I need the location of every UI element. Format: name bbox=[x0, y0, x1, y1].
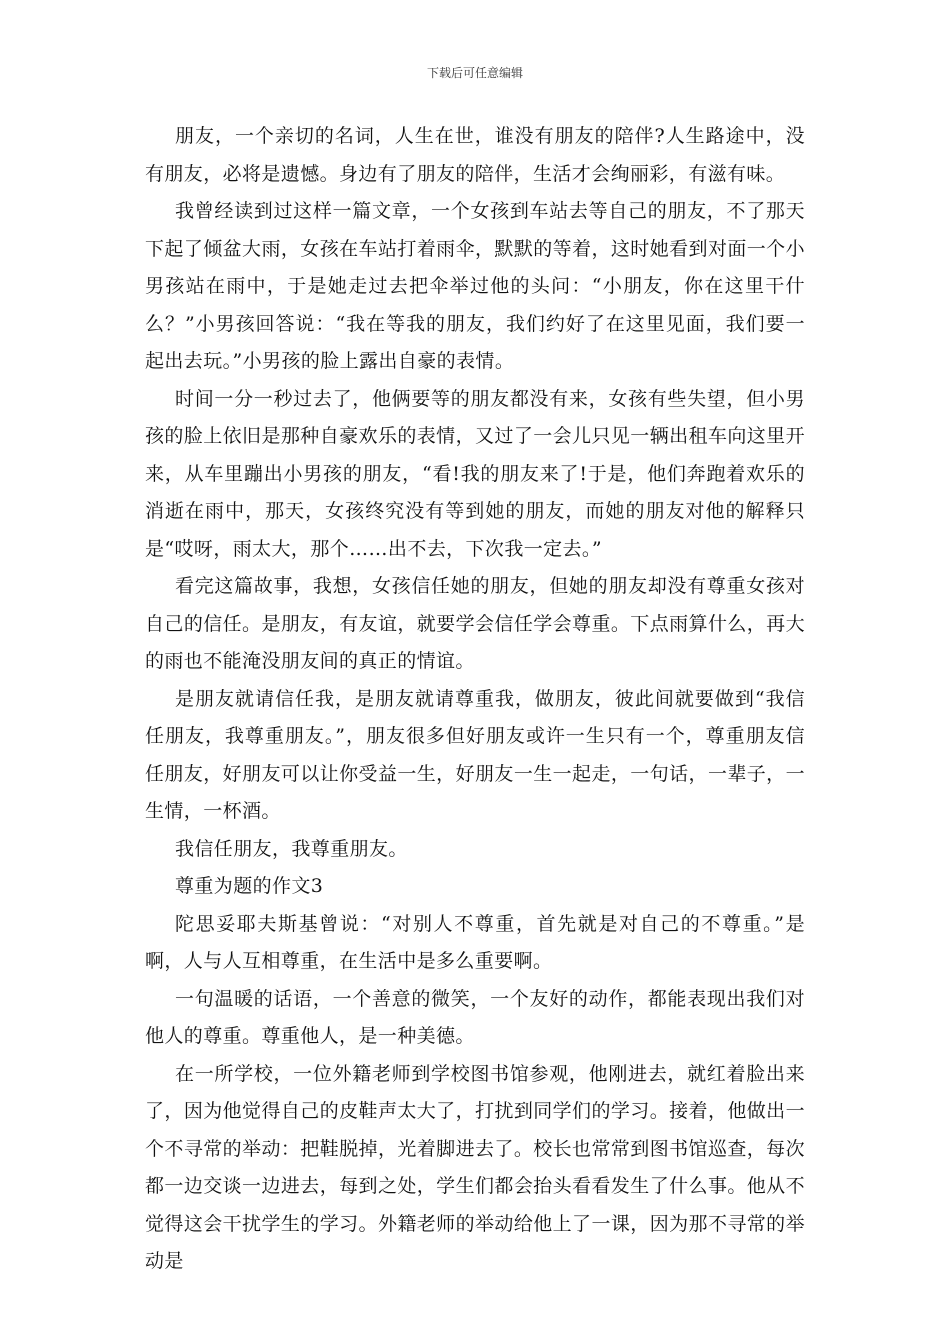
paragraph: 看完这篇故事，我想，女孩信任她的朋友，但她的朋友却没有尊重女孩对自己的信任。是朋友，有友谊，就要学会信任学会尊重。下点雨算什么，再大的雨也不能淹没朋友间的真正的情谊。 bbox=[145, 575, 805, 672]
section-title: 尊重为题的作文3 bbox=[175, 875, 324, 897]
page-header: 下载后可任意编辑 bbox=[426, 66, 523, 80]
paragraph: 时间一分一秒过去了，他俩要等的朋友都没有来，女孩有些失望，但小男孩的脸上依旧是那种自豪欢乐的表情，又过了一会儿只见一辆出租车向这里开来，从车里蹦出小男孩的朋友，“看!我的朋友来了!于是，他们奔跑着欢乐的消逝在雨中，那天，女孩终究没有等到她的朋友，而她的朋友对他的解释只是“哎呀，雨太大，那个……出不去，下次我一定去。” bbox=[145, 387, 805, 560]
article-body bbox=[145, 118, 805, 1281]
paragraph: 朋友，一个亲切的名词，人生在世，谁没有朋友的陪伴?人生路途中，没有朋友，必将是遗憾。身边有了朋友的陪伴，生活才会绚丽彩，有滋有味。 bbox=[145, 125, 805, 185]
paragraph: 一句温暖的话语，一个善意的微笑，一个友好的动作，都能表现出我们对他人的尊重。尊重他人，是一种美德。 bbox=[145, 987, 805, 1047]
paragraph: 是朋友就请信任我，是朋友就请尊重我，做朋友，彼此间就要做到“我信任朋友，我尊重朋友。”，朋友很多但好朋友或许一生只有一个，尊重朋友信任朋友，好朋友可以让你受益一生，好朋友一生一起走，一句话，一辈子，一生情，一杯酒。 bbox=[145, 687, 805, 822]
paragraph: 我信任朋友，我尊重朋友。 bbox=[175, 837, 408, 860]
paragraph: 陀思妥耶夫斯基曾说：“对别人不尊重，首先就是对自己的不尊重。”是啊，人与人互相尊重，在生活中是多么重要啊。 bbox=[145, 912, 805, 972]
paragraph: 在一所学校，一位外籍老师到学校图书馆参观，他刚进去，就红着脸出来了，因为他觉得自己的皮鞋声太大了，打扰到同学们的学习。接着，他做出一个不寻常的举动：把鞋脱掉，光着脚进去了。校长也常常到图书馆巡查，每次都一边交谈一边进去，每到之处，学生们都会抬头看看发生了什么事。他从不觉得这会干扰学生的学习。外籍老师的举动给他上了一课，因为那不寻常的举动是 bbox=[145, 1062, 805, 1272]
paragraph: 我曾经读到过这样一篇文章，一个女孩到车站去等自己的朋友，不了那天下起了倾盆大雨，女孩在车站打着雨伞，默默的等着，这时她看到对面一个小男孩站在雨中，于是她走过去把伞举过他的头问：“小朋友，你在这里干什么？”小男孩回答说：“我在等我的朋友，我们约好了在这里见面，我们要一起出去玩。”小男孩的脸上露出自豪的表情。 bbox=[145, 200, 805, 372]
